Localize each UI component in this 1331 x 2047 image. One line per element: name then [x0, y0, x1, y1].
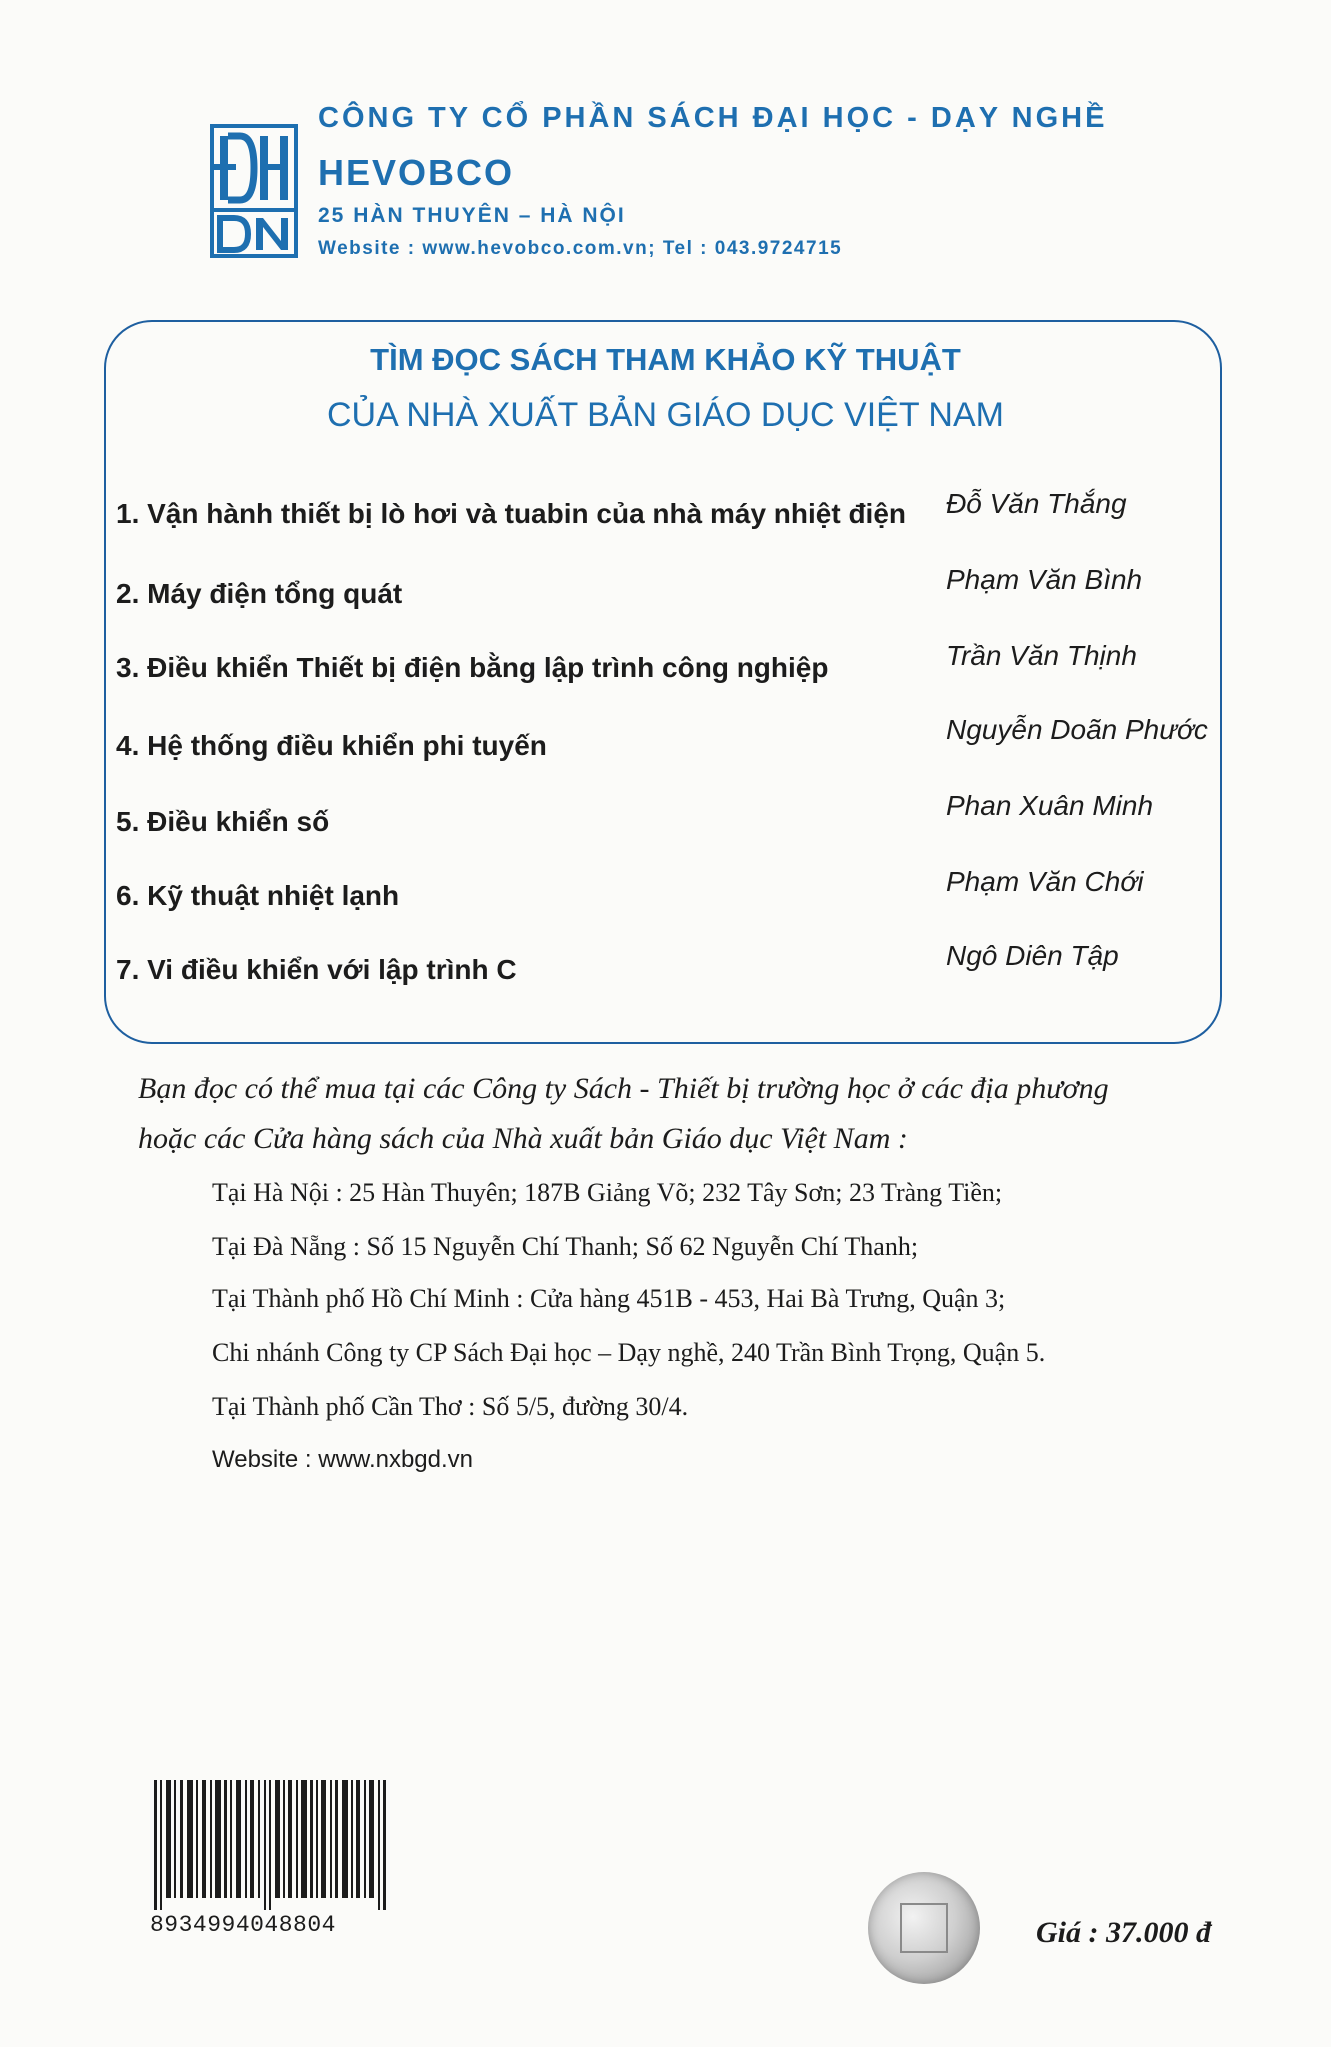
- book-author: Phạm Văn Chới: [946, 866, 1144, 897]
- price-label: Giá : 37.000 đ: [1036, 1916, 1211, 1949]
- store-address: Chi nhánh Công ty CP Sách Đại học – Dạy nghề, 240 Trần Bình Trọng, Quận 5.: [212, 1338, 1046, 1367]
- panel-title: TÌM ĐỌC SÁCH THAM KHẢO KỸ THUẬT: [370, 342, 961, 377]
- book-author: Ngô Diên Tập: [946, 940, 1119, 971]
- book-author: Phan Xuân Minh: [946, 790, 1154, 821]
- book-author: Nguyễn Doãn Phước: [946, 714, 1208, 745]
- book-title: 5. Điều khiển số: [116, 806, 330, 837]
- book-title: 4. Hệ thống điều khiển phi tuyến: [116, 730, 547, 761]
- dh-dn-logo-icon: [214, 128, 294, 254]
- publisher-brand: HEVOBCO: [318, 152, 515, 193]
- purchase-intro-line2: hoặc các Cửa hàng sách của Nhà xuất bản Giáo dục Việt Nam :: [138, 1122, 908, 1155]
- book-title: 3. Điều khiển Thiết bị điện bằng lập trình công nghiệp: [116, 652, 829, 683]
- barcode-icon: [150, 1780, 392, 1910]
- store-address: Tại Đà Nẵng : Số 15 Nguyễn Chí Thanh; Số 62 Nguyễn Chí Thanh;: [212, 1232, 919, 1261]
- store-address: Tại Thành phố Hồ Chí Minh : Cửa hàng 451B - 453, Hai Bà Trưng, Quận 3;: [212, 1284, 1006, 1313]
- nxbgd-website: Website : www.nxbgd.vn: [212, 1446, 474, 1473]
- book-author: Trần Văn Thịnh: [946, 640, 1137, 671]
- publisher-name: CÔNG TY CỔ PHẦN SÁCH ĐẠI HỌC - DẠY NGHỀ: [318, 102, 1108, 134]
- book-title: 6. Kỹ thuật nhiệt lạnh: [116, 880, 400, 911]
- store-address: Tại Thành phố Cần Thơ : Số 5/5, đường 30/4.: [212, 1392, 689, 1421]
- book-author: Đỗ Văn Thắng: [946, 488, 1127, 519]
- panel-subtitle: CỦA NHÀ XUẤT BẢN GIÁO DỤC VIỆT NAM: [327, 396, 1004, 434]
- book-title: 7. Vi điều khiển với lập trình C: [116, 954, 517, 985]
- hologram-mark: [900, 1903, 948, 1953]
- purchase-intro-line1: Bạn đọc có thể mua tại các Công ty Sách - Thiết bị trường học ở các địa phương: [138, 1072, 1109, 1105]
- barcode-number: 8934994048804: [150, 1912, 336, 1938]
- book-title: 2. Máy điện tổng quát: [116, 578, 403, 609]
- store-address: Tại Hà Nội : 25 Hàn Thuyên; 187B Giảng Võ; 232 Tây Sơn; 23 Tràng Tiền;: [212, 1178, 1003, 1207]
- publisher-address: 25 HÀN THUYÊN – HÀ NỘI: [318, 204, 626, 227]
- book-title: 1. Vận hành thiết bị lò hơi và tuabin của nhà máy nhiệt điện: [116, 498, 907, 529]
- publisher-logo: [210, 124, 298, 258]
- publisher-contact: Website : www.hevobco.com.vn; Tel : 043.9724715: [318, 238, 843, 259]
- book-author: Phạm Văn Bình: [946, 564, 1143, 595]
